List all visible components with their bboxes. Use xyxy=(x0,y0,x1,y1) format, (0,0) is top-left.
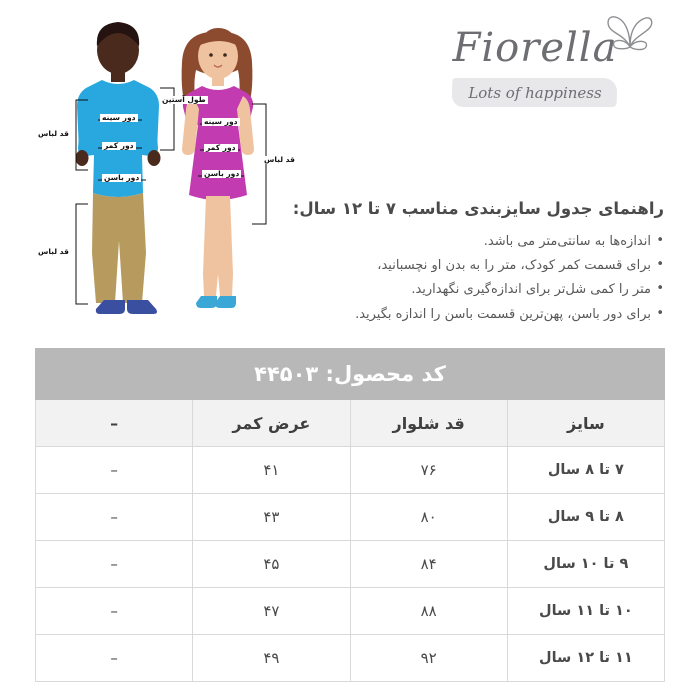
table-row xyxy=(36,494,665,541)
cell-pant-length: ۸۰ xyxy=(350,494,507,541)
cell-empty: – xyxy=(36,494,193,541)
label-boy-waist: دور کمر xyxy=(104,141,134,150)
cell-waist-width: ۴۹ xyxy=(193,635,350,682)
size-guide xyxy=(244,196,664,327)
label-boy-chest: دور سینه xyxy=(102,113,136,122)
cell-empty: – xyxy=(36,447,193,494)
product-code-title: کد محصول: ۴۴۵۰۳ xyxy=(36,349,665,400)
column-header-waist-width: عرض کمر xyxy=(193,400,350,447)
guide-list xyxy=(244,230,664,326)
table-row xyxy=(36,635,665,682)
label-boy-pant-length: قد لباس xyxy=(38,247,69,256)
table-row xyxy=(36,588,665,635)
brand-tagline-wrap xyxy=(452,78,617,107)
cell-size: ۷ تا ۸ سال xyxy=(507,447,664,494)
size-table xyxy=(35,348,665,682)
table-row xyxy=(36,541,665,588)
label-girl-chest: دور سینه xyxy=(204,117,238,126)
cell-waist-width: ۴۷ xyxy=(193,588,350,635)
guide-item: • متر را کمی شل‌تر برای اندازه‌گیری نگهدارید. xyxy=(244,278,664,302)
label-girl-waist: دور کمر xyxy=(206,143,236,152)
label-boy-sleeve: طول آستین xyxy=(162,95,206,104)
label-boy-height-top: قد لباس xyxy=(38,129,69,138)
column-header-pant-length: قد شلوار xyxy=(350,400,507,447)
cell-empty: – xyxy=(36,588,193,635)
column-header-empty: – xyxy=(36,400,193,447)
label-girl-hip: دور باسن xyxy=(204,169,240,178)
table-row xyxy=(36,447,665,494)
guide-item: • برای قسمت کمر کودک، متر را به بدن او نچسبانید، xyxy=(244,254,664,278)
brand-name: Fiorella xyxy=(452,25,618,71)
guide-title: راهنمای جدول سایزبندی مناسب ۷ تا ۱۲ سال: xyxy=(292,199,664,218)
label-girl-height: قد لباس xyxy=(264,155,295,164)
guide-item: • اندازه‌ها به سانتی‌متر می باشد. xyxy=(244,230,664,254)
guide-item: • برای دور باسن، پهن‌ترین قسمت باسن را اندازه بگیرید. xyxy=(244,303,664,327)
cell-size: ۸ تا ۹ سال xyxy=(507,494,664,541)
column-header-size: سایز xyxy=(507,400,664,447)
butterfly-icon xyxy=(604,12,656,52)
cell-pant-length: ۹۲ xyxy=(350,635,507,682)
cell-empty: – xyxy=(36,635,193,682)
cell-pant-length: ۸۸ xyxy=(350,588,507,635)
cell-pant-length: ۷۶ xyxy=(350,447,507,494)
cell-waist-width: ۴۵ xyxy=(193,541,350,588)
cell-size: ۱۰ تا ۱۱ سال xyxy=(507,588,664,635)
cell-size: ۱۱ تا ۱۲ سال xyxy=(507,635,664,682)
cell-empty: – xyxy=(36,541,193,588)
cell-pant-length: ۸۴ xyxy=(350,541,507,588)
cell-size: ۹ تا ۱۰ سال xyxy=(507,541,664,588)
brand-tagline: Lots of happiness xyxy=(468,84,602,102)
cell-waist-width: ۴۳ xyxy=(193,494,350,541)
size-table-wrap xyxy=(35,348,665,678)
illustration-area xyxy=(0,0,700,345)
cell-waist-width: ۴۱ xyxy=(193,447,350,494)
table-header-row xyxy=(36,400,665,447)
label-boy-hip: دور باسن xyxy=(104,173,140,182)
brand-logo xyxy=(410,25,660,107)
table-title-row xyxy=(36,349,665,400)
